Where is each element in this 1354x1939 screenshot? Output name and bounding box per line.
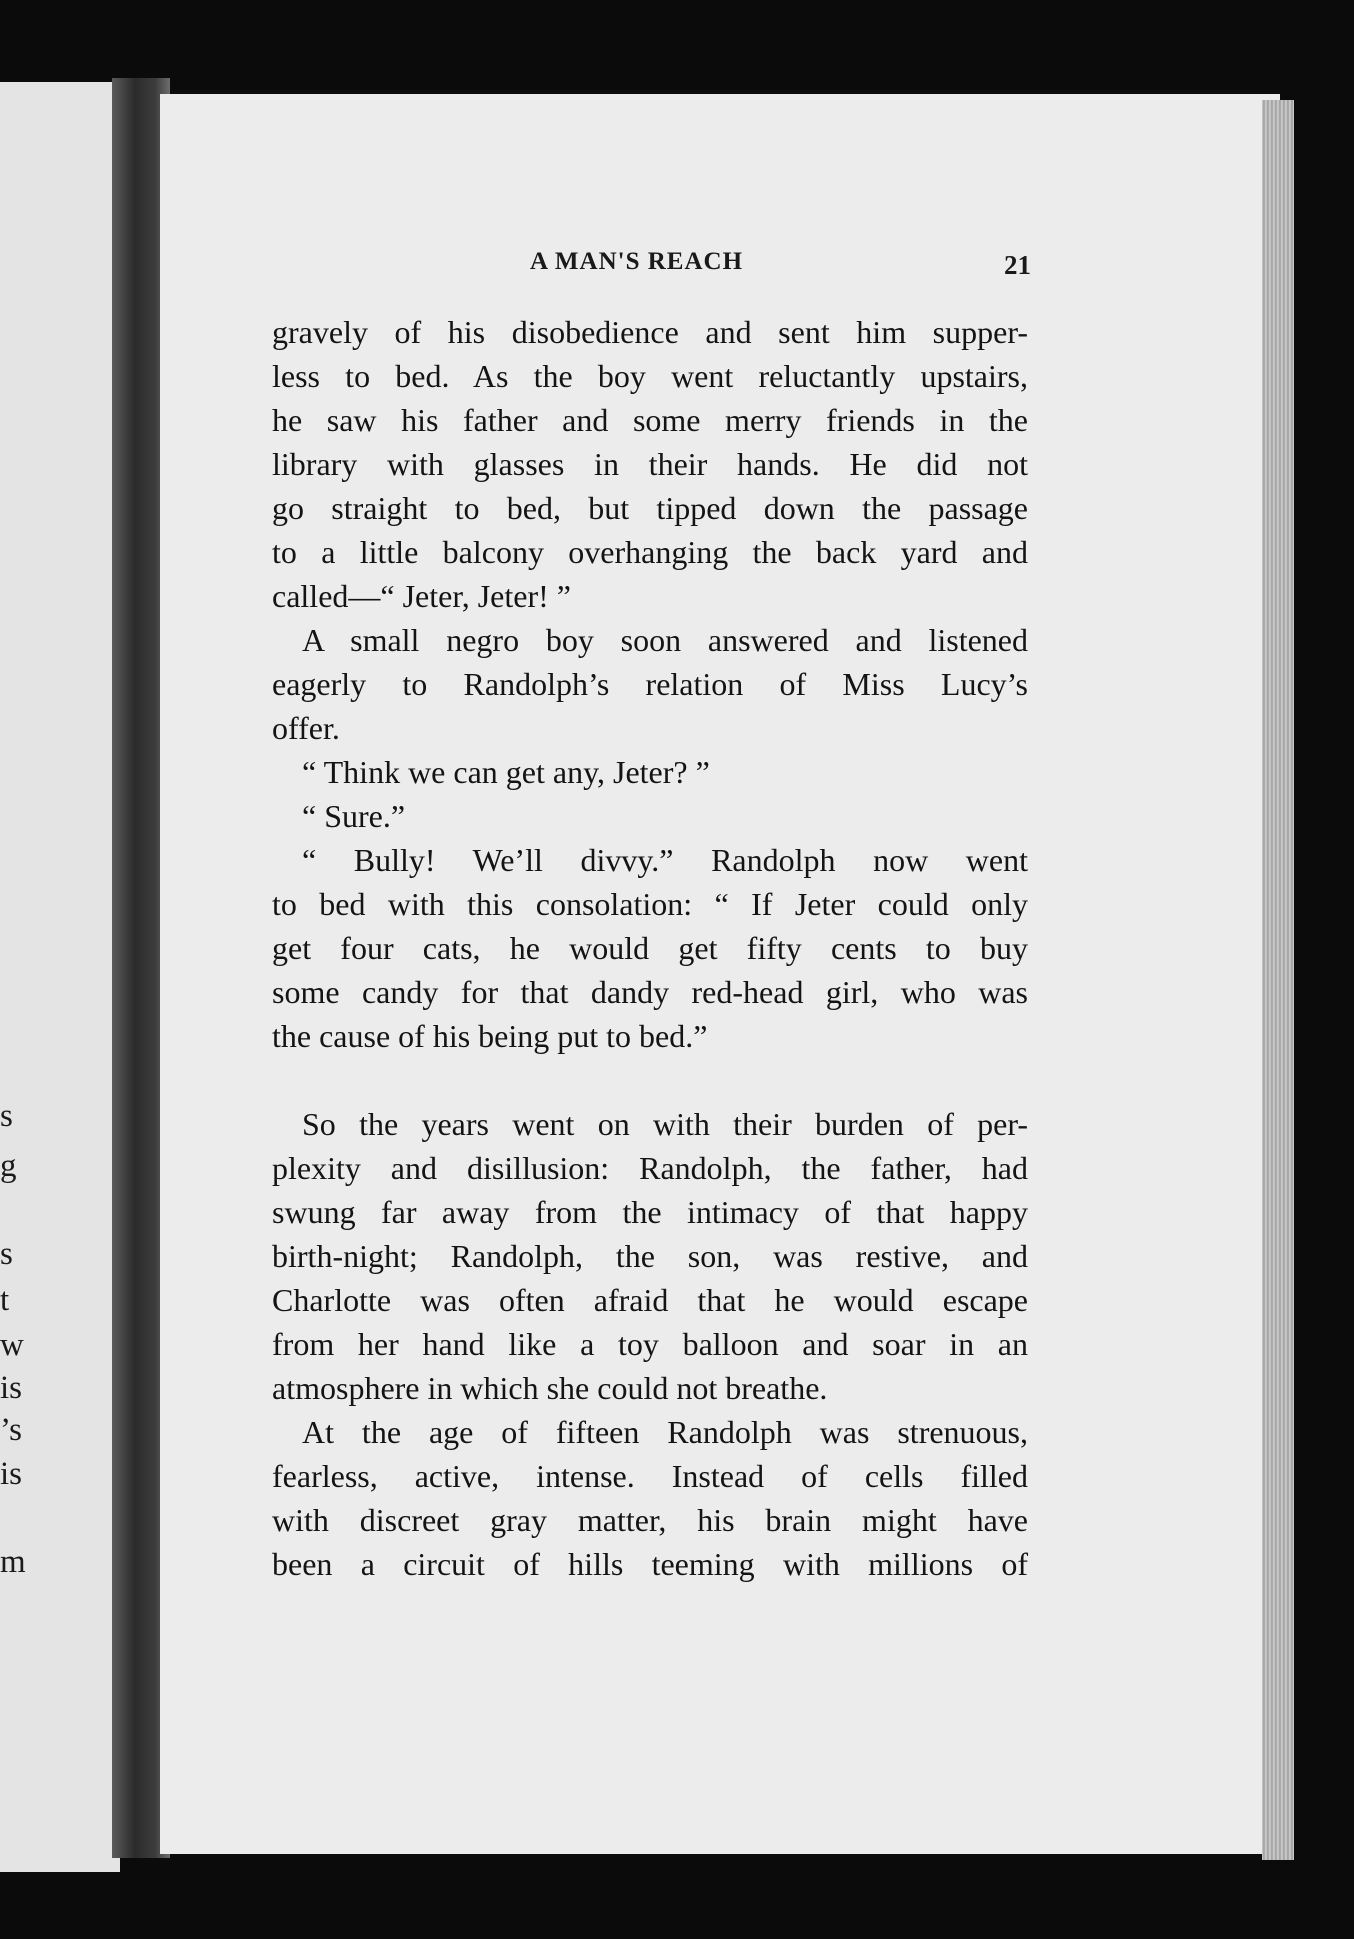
text-line: offer. bbox=[272, 710, 340, 746]
text-line: atmosphere in which she could not breathe. bbox=[272, 1370, 828, 1406]
left-facing-page bbox=[0, 82, 120, 1872]
text-line: So the years went on with their burden of per- bbox=[302, 1106, 1028, 1142]
text-line: “ Think we can get any, Jeter? ” bbox=[302, 754, 710, 790]
text-line: “ Bully! We’ll divvy.” Randolph now went bbox=[302, 842, 1028, 878]
running-head: A MAN'S REACH bbox=[530, 248, 744, 275]
text-line: eagerly to Randolph’s relation of Miss Lucy’s bbox=[272, 666, 1028, 702]
page-number: 21 bbox=[1004, 250, 1031, 280]
left-fragment: s bbox=[0, 1236, 13, 1272]
text-line: swung far away from the intimacy of that happy bbox=[272, 1194, 1028, 1230]
page-edge bbox=[1262, 100, 1294, 1860]
text-line: gravely of his disobedience and sent him supper- bbox=[272, 314, 1028, 350]
left-fragment: t bbox=[0, 1282, 10, 1318]
text-line: A small negro boy soon answered and listened bbox=[302, 622, 1028, 658]
text-line: go straight to bed, but tipped down the passage bbox=[272, 490, 1028, 526]
text-line: less to bed. As the boy went reluctantly upstairs, bbox=[272, 358, 1028, 394]
left-fragment: m bbox=[0, 1544, 26, 1580]
left-fragment: is bbox=[0, 1370, 23, 1406]
text-line: from her hand like a toy balloon and soar in an bbox=[272, 1326, 1028, 1362]
left-fragment: is bbox=[0, 1456, 23, 1492]
text-line: to a little balcony overhanging the back yard and bbox=[272, 534, 1028, 570]
left-fragment: w bbox=[0, 1327, 24, 1363]
text-line: to bed with this consolation: “ If Jeter could only bbox=[272, 886, 1028, 922]
text-line: fearless, active, intense. Instead of cells filled bbox=[272, 1458, 1028, 1494]
text-line: library with glasses in their hands. He did not bbox=[272, 446, 1028, 482]
text-line: called—“ Jeter, Jeter! ” bbox=[272, 578, 571, 614]
left-fragment: ’s bbox=[0, 1412, 23, 1448]
text-line: birth-night; Randolph, the son, was restive, and bbox=[272, 1238, 1028, 1274]
text-line: been a circuit of hills teeming with millions of bbox=[272, 1546, 1028, 1582]
left-fragment: g bbox=[0, 1148, 17, 1184]
text-line: with discreet gray matter, his brain might have bbox=[272, 1502, 1028, 1538]
text-line: get four cats, he would get fifty cents to buy bbox=[272, 930, 1028, 966]
text-line: he saw his father and some merry friends in the bbox=[272, 402, 1028, 438]
text-line: “ Sure.” bbox=[302, 798, 406, 834]
text-line: Charlotte was often afraid that he would escape bbox=[272, 1282, 1028, 1318]
text-line: some candy for that dandy red-head girl, who was bbox=[272, 974, 1028, 1010]
left-fragment: s bbox=[0, 1098, 13, 1134]
text-line: At the age of fifteen Randolph was strenuous, bbox=[302, 1414, 1028, 1450]
text-line: the cause of his being put to bed.” bbox=[272, 1018, 708, 1054]
text-line: plexity and disillusion: Randolph, the father, had bbox=[272, 1150, 1028, 1186]
